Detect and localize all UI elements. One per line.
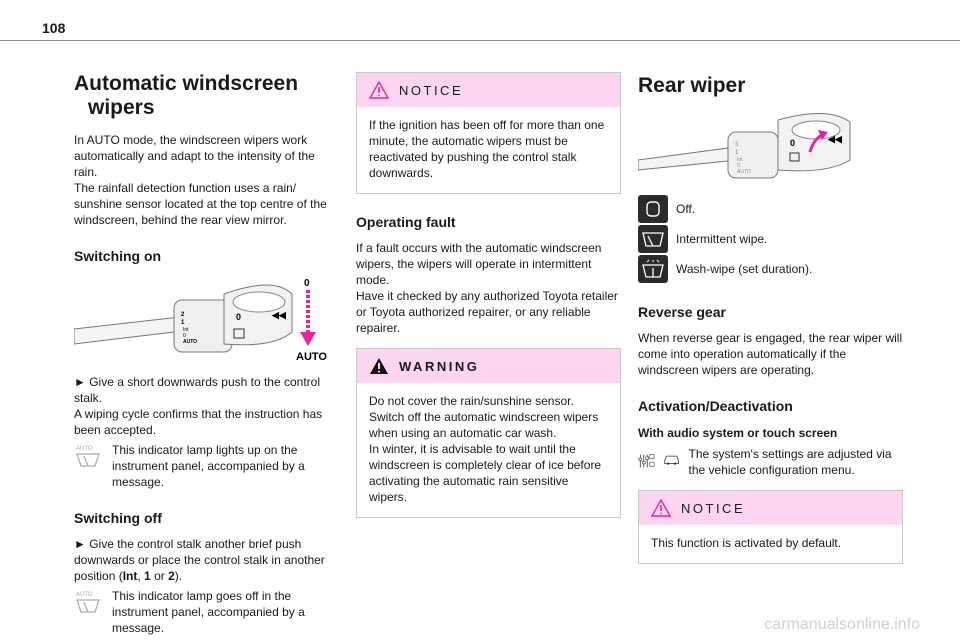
rear-wiper-intermittent-icon (638, 225, 668, 253)
rear-notice-title: NOTICE (681, 500, 746, 516)
indicator-on-text: This indicator lamp lights up on the instrument panel, accompanied by a message. (112, 443, 305, 489)
rear-stalk-auto: AUTO (737, 169, 751, 175)
reverse-gear-heading: Reverse gear (638, 304, 726, 320)
stalk-illustration-on (74, 274, 334, 364)
config-text: The system's settings are adjusted via the vehicle configuration menu. (688, 447, 892, 477)
watermark: carmanualsonline.info (764, 616, 920, 633)
warning-filled-icon (369, 357, 389, 375)
rear-notice-text: This function is activated by default. (651, 536, 842, 550)
warning-text-1: Do not cover the rain/sunshine sensor. (369, 394, 574, 408)
switch-on-instruction: ► Give a short downwards push to the control stalk. (74, 375, 320, 405)
arrow-bottom-label: AUTO (296, 351, 327, 363)
car-settings-icon (663, 446, 680, 472)
warning-text-3: In winter, it is advisable to wait until the windscreen is completely clear of ice before activating the automatic rain sensitive wipers. (369, 442, 602, 504)
config-row (638, 446, 903, 478)
title-line-2: wipers (88, 96, 155, 119)
stalk-pos-int: Int (183, 327, 189, 333)
rear-wiper-off-row (638, 194, 903, 224)
rear-stalk-zero: 0 (737, 163, 740, 169)
top-divider (0, 40, 960, 41)
stalk-pos-auto: AUTO (183, 339, 198, 345)
svg-text:◀◀: ◀◀ (828, 134, 842, 144)
rear-stalk-0: 0 (790, 138, 796, 148)
intro-text: In AUTO mode, the windscreen wipers work automatically and adapt to the intensity of the rain. (74, 133, 315, 179)
indicator-auto-text: AUTO (76, 446, 93, 452)
notice-text: If the ignition has been off for more than one minute, the automatic wipers must be reactivated by pushing the control stalk downwards. (369, 118, 605, 180)
indicator-row-on (74, 442, 334, 490)
footer (0, 610, 960, 640)
stalk-label-0: 0 (236, 312, 242, 322)
intro-text-2: The rainfall detection function uses a rain/ sunshine sensor located at the top centre of the windscreen, behind the rear view mirror. (74, 181, 327, 227)
rear-notice-box (638, 490, 903, 564)
washwipe-label: Wash-wipe (set duration). (676, 262, 813, 276)
stalk-pos-1: 1 (181, 320, 185, 326)
stalk-pos-2: 2 (181, 312, 185, 318)
rear-stalk-1: 1 (735, 150, 739, 156)
column-notice-warning (356, 60, 621, 518)
activation-heading: Activation/Deactivation (638, 398, 793, 414)
rear-warning-triangle-icon (651, 499, 671, 517)
rear-wiper-intermittent-row (638, 224, 903, 254)
notice-box (356, 72, 621, 194)
section-title-auto-wipers (74, 72, 334, 120)
reverse-gear-text: When reverse gear is engaged, the rear wiper will come into operation automatically if the windscreen wipers are operating. (638, 331, 903, 377)
arrow-top-label: 0 (304, 278, 310, 289)
notice-header (357, 73, 620, 107)
indicator-off-text: This indicator lamp goes off in the instrument panel, accompanied by a message. (112, 589, 305, 635)
switch-off-instruction: ► Give the control stalk another brief push downwards or place the control stalk in another position (Int, 1 or 2). (74, 537, 325, 583)
operating-fault-heading: Operating fault (356, 214, 456, 230)
switching-off-heading: Switching off (74, 510, 162, 526)
rear-stalk-illustration (638, 108, 903, 184)
auto-wiper-indicator-icon (74, 442, 102, 490)
warning-title: WARNING (399, 358, 480, 374)
indicator-auto-text-off: AUTO (76, 592, 93, 598)
warning-triangle-icon (369, 81, 389, 99)
rear-stalk-int: Int (737, 157, 743, 163)
column-auto-wipers (74, 60, 334, 636)
warning-text-2: Switch off the automatic windscreen wipers when using an automatic car wash. (369, 410, 599, 440)
settings-sliders-icon (638, 446, 655, 476)
rear-wiper-washwipe-row (638, 254, 903, 284)
rear-wiper-off-icon (638, 195, 668, 223)
rear-wiper-title: Rear wiper (638, 74, 746, 97)
off-label: Off. (676, 202, 696, 216)
switch-on-confirm: A wiping cycle confirms that the instruction has been accepted. (74, 407, 323, 437)
svg-text:◀◀: ◀◀ (272, 310, 286, 320)
warning-header (357, 349, 620, 383)
stalk-pos-0: 0 (183, 333, 186, 339)
page-number: 108 (42, 20, 66, 36)
rear-stalk-3: 3 (735, 142, 739, 148)
column-rear-wiper (638, 60, 903, 564)
switching-on-heading: Switching on (74, 248, 162, 264)
intermittent-label: Intermittent wipe. (676, 232, 768, 246)
operating-fault-text: If a fault occurs with the automatic windscreen wipers, the wipers will operate in intermittent mode. (356, 241, 602, 287)
warning-box (356, 348, 621, 518)
rear-notice-header (639, 491, 902, 525)
notice-title: NOTICE (399, 82, 464, 98)
audio-system-heading: With audio system or touch screen (638, 426, 838, 440)
operating-fault-text-2: Have it checked by any authorized Toyota retailer or Toyota authorized repairer, or any reliable repairer. (356, 289, 618, 335)
title-line-1: Automatic windscreen (74, 72, 299, 95)
rear-wiper-washwipe-icon (638, 255, 668, 283)
